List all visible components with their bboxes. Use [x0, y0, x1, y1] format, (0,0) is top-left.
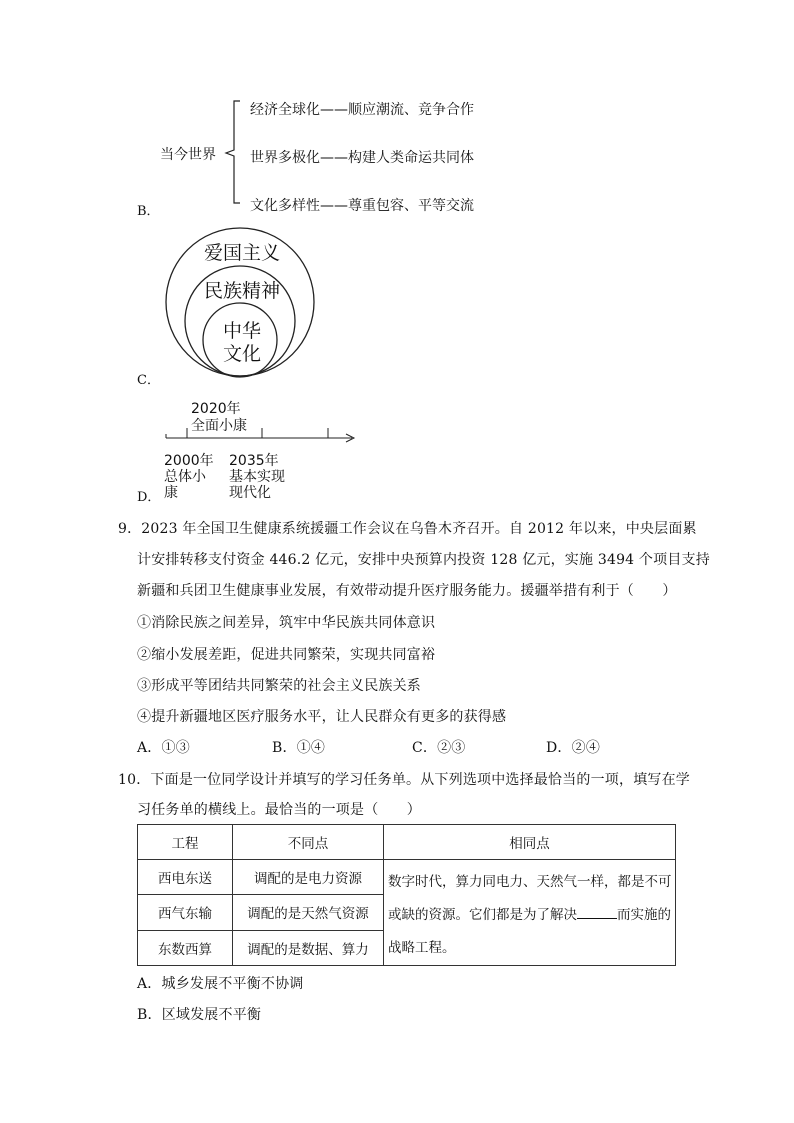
mindmap-branch-multipolar: 世界多极化——构建人类命运共同体: [250, 150, 474, 166]
cell-difference: 调配的是数据、算力: [233, 930, 384, 965]
q9-choice-b[interactable]: B．①④: [272, 740, 326, 756]
mindmap-branch-culture: 文化多样性——尊重包容、平等交流: [250, 198, 474, 214]
option-c-letter: C．: [137, 373, 160, 388]
mindmap-root: 当今世界: [160, 147, 216, 163]
q9-item-2: ②缩小发展差距，促进共同繁荣，实现共同富裕: [137, 647, 436, 663]
cell-project: 东数西算: [138, 930, 233, 965]
q10-choice-b[interactable]: B．区域发展不平衡: [137, 1007, 262, 1023]
q9-item-1: ①消除民族之间差异，筑牢中华民族共同体意识: [137, 615, 436, 631]
cell-project: 西电东送: [138, 860, 233, 895]
col-header-project: 工程: [138, 825, 233, 860]
cell-common: [384, 860, 676, 966]
common-text-1: 数字时代，算力同电力、天然气一样，都是不可或缺的资源。它们都是为了解决: [388, 874, 672, 923]
timeline-2035-label-b: 现代化: [229, 485, 271, 501]
circle-label-middle: 民族精神: [204, 280, 281, 302]
timeline-2035-label-a: 基本实现: [229, 469, 285, 485]
q9-choice-c[interactable]: C．②③: [412, 740, 466, 756]
q10-stem-line-1: 10．下面是一位同学设计并填写的学习任务单。从下列选项中选择最恰当的一项，填写在学: [118, 772, 691, 788]
answer-blank[interactable]: [577, 904, 617, 919]
timeline-2000-year: 2000年: [164, 453, 214, 469]
q9-stem-line-2: 计安排转移支付资金 446.2 亿元，安排中央预算内投资 128 亿元，实施 3494 个项目支持: [137, 552, 710, 568]
timeline-2000-label-b: 康: [164, 485, 178, 501]
circle-label-inner-2: 文化: [223, 343, 262, 365]
mindmap-brace: [222, 98, 244, 208]
circle-label-inner-1: 中华: [223, 320, 262, 342]
option-b-letter: B．: [137, 204, 160, 219]
timeline-2000-label-a: 总体小: [164, 469, 206, 485]
circle-label-outer: 爱国主义: [204, 242, 281, 264]
q9-item-4: ④提升新疆地区医疗服务水平，让人民群众有更多的获得感: [137, 709, 507, 725]
cell-difference: 调配的是天然气资源: [233, 895, 384, 930]
option-d-letter: D．: [137, 490, 161, 505]
timeline-axis: [160, 424, 360, 446]
q9-choice-a[interactable]: A．①③: [137, 740, 190, 756]
q9-stem-line-3: 新疆和兵团卫生健康事业发展，有效带动提升医疗服务能力。援疆举措有利于（ ）: [137, 583, 677, 599]
task-table: [137, 824, 676, 966]
task-table-header-row: [138, 825, 676, 860]
timeline-2035-year: 2035年: [229, 453, 279, 469]
timeline-top-year: 2020年: [191, 401, 241, 417]
col-header-difference: 不同点: [233, 825, 384, 860]
cell-difference: 调配的是电力资源: [233, 860, 384, 895]
col-header-common: 相同点: [384, 825, 676, 860]
q9-stem-line-1: 9．2023 年全国卫生健康系统援疆工作会议在乌鲁木齐召开。自 2012 年以来，中央层面累: [118, 521, 697, 537]
common-text-2: 而实施的战略工程。: [388, 907, 671, 956]
table-row: [138, 860, 676, 895]
q9-choice-d[interactable]: D．②④: [546, 740, 601, 756]
q10-stem-line-2: 习任务单的横线上。最恰当的一项是（ ）: [137, 802, 421, 818]
q10-choice-a[interactable]: A．城乡发展不平衡不协调: [137, 976, 304, 992]
mindmap-branch-economy: 经济全球化——顺应潮流、竞争合作: [250, 102, 474, 118]
q9-item-3: ③形成平等团结共同繁荣的社会主义民族关系: [137, 678, 421, 694]
cell-project: 西气东输: [138, 895, 233, 930]
timeline-top-label: 全面小康: [191, 418, 247, 434]
